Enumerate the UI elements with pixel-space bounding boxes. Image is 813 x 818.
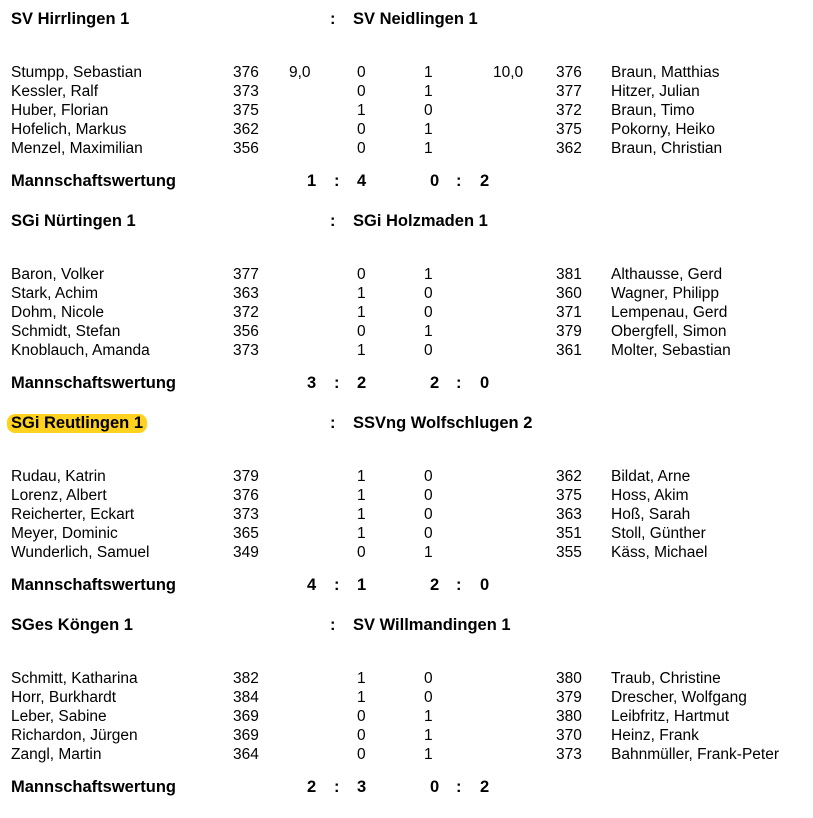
away-player: Braun, Timo	[611, 102, 695, 119]
home-score: 365	[233, 525, 259, 542]
away-player: Bahnmüller, Frank-Peter	[611, 746, 779, 763]
home-score: 369	[233, 727, 259, 744]
home-point: 0	[357, 121, 366, 138]
home-player: Kessler, Ralf	[11, 83, 99, 100]
away-point: 1	[424, 746, 433, 763]
home-score: 376	[233, 64, 259, 81]
away-point: 0	[424, 102, 433, 119]
away-team-name: SV Neidlingen 1	[353, 10, 478, 28]
home-player: Rudau, Katrin	[11, 468, 106, 485]
away-player: Bildat, Arne	[611, 468, 691, 485]
away-point: 0	[424, 487, 433, 504]
team-score-b: 2	[357, 374, 367, 392]
home-player: Stark, Achim	[11, 285, 98, 302]
home-point: 1	[357, 689, 366, 706]
home-score: 372	[233, 304, 259, 321]
away-score: 360	[556, 285, 582, 302]
home-point: 0	[357, 140, 366, 157]
away-player: Obergfell, Simon	[611, 323, 727, 340]
home-point: 1	[357, 304, 366, 321]
team-score-colon2: :	[456, 576, 462, 594]
away-point: 1	[424, 544, 433, 561]
team-score-label: Mannschaftswertung	[11, 778, 177, 796]
away-point: 0	[424, 468, 433, 485]
home-player: Reicherter, Eckart	[11, 506, 135, 523]
away-point: 0	[424, 506, 433, 523]
away-player: Lempenau, Gerd	[611, 304, 728, 321]
home-player: Schmitt, Katharina	[11, 670, 138, 687]
home-score: 373	[233, 83, 259, 100]
away-point: 0	[424, 304, 433, 321]
team-score-colon2: :	[456, 374, 462, 392]
home-point: 0	[357, 727, 366, 744]
team-score-d: 0	[480, 374, 490, 392]
home-score: 379	[233, 468, 259, 485]
header-separator: :	[330, 414, 336, 432]
away-point: 1	[424, 140, 433, 157]
away-player: Althausse, Gerd	[611, 266, 723, 283]
away-team-name: SV Willmandingen 1	[353, 616, 511, 634]
team-score-b: 4	[357, 172, 367, 190]
away-point: 0	[424, 342, 433, 359]
team-score-a: 2	[307, 778, 317, 796]
away-score: 375	[556, 487, 582, 504]
team-score-b: 1	[357, 576, 367, 594]
header-separator: :	[330, 616, 336, 634]
team-score-c: 2	[430, 374, 440, 392]
away-score: 361	[556, 342, 582, 359]
away-score: 380	[556, 670, 582, 687]
away-point: 1	[424, 323, 433, 340]
home-team-name: SGes Köngen 1	[11, 616, 133, 634]
away-point: 1	[424, 64, 433, 81]
home-extra: 9,0	[289, 64, 311, 81]
team-score-colon1: :	[334, 576, 340, 594]
away-score: 377	[556, 83, 582, 100]
away-score: 381	[556, 266, 582, 283]
team-score-colon1: :	[334, 172, 340, 190]
team-score-colon2: :	[456, 778, 462, 796]
away-score: 373	[556, 746, 582, 763]
team-score-d: 0	[480, 576, 490, 594]
home-score: 377	[233, 266, 259, 283]
away-score: 380	[556, 708, 582, 725]
home-score: 363	[233, 285, 259, 302]
team-score-label: Mannschaftswertung	[11, 374, 177, 392]
home-point: 1	[357, 102, 366, 119]
away-extra: 10,0	[493, 64, 524, 81]
home-score: 375	[233, 102, 259, 119]
away-team-name: SGi Holzmaden 1	[353, 212, 488, 230]
header-separator: :	[330, 212, 336, 230]
team-score-d: 2	[480, 778, 490, 796]
away-point: 1	[424, 727, 433, 744]
home-player: Baron, Volker	[11, 266, 105, 283]
away-point: 1	[424, 266, 433, 283]
home-player: Wunderlich, Samuel	[11, 544, 150, 561]
away-player: Hoss, Akim	[611, 487, 689, 504]
away-score: 376	[556, 64, 582, 81]
home-team-name: SGi Nürtingen 1	[11, 212, 136, 230]
home-player: Horr, Burkhardt	[11, 689, 117, 706]
away-score: 355	[556, 544, 582, 561]
away-team-name: SSVng Wolfschlugen 2	[353, 414, 533, 432]
home-point: 0	[357, 266, 366, 283]
away-player: Käss, Michael	[611, 544, 708, 561]
home-team-name-highlighted: SGi Reutlingen 1	[7, 414, 147, 433]
away-score: 363	[556, 506, 582, 523]
home-score: 373	[233, 506, 259, 523]
home-team-name: SV Hirrlingen 1	[11, 10, 130, 28]
team-score-c: 0	[430, 778, 440, 796]
home-player: Zangl, Martin	[11, 746, 102, 763]
team-score-a: 4	[307, 576, 317, 594]
away-point: 1	[424, 121, 433, 138]
home-point: 0	[357, 708, 366, 725]
away-score: 370	[556, 727, 582, 744]
home-player: Leber, Sabine	[11, 708, 107, 725]
team-score-colon2: :	[456, 172, 462, 190]
home-player: Meyer, Dominic	[11, 525, 118, 542]
team-score-b: 3	[357, 778, 367, 796]
home-point: 1	[357, 670, 366, 687]
team-score-colon1: :	[334, 778, 340, 796]
away-point: 0	[424, 525, 433, 542]
away-point: 1	[424, 83, 433, 100]
home-player: Lorenz, Albert	[11, 487, 107, 504]
home-point: 1	[357, 342, 366, 359]
home-score: 376	[233, 487, 259, 504]
home-point: 1	[357, 285, 366, 302]
home-player: Menzel, Maximilian	[11, 140, 143, 157]
away-player: Leibfritz, Hartmut	[611, 708, 730, 725]
home-score: 384	[233, 689, 259, 706]
away-player: Braun, Christian	[611, 140, 723, 157]
away-player: Braun, Matthias	[611, 64, 720, 81]
team-score-a: 3	[307, 374, 317, 392]
away-score: 362	[556, 468, 582, 485]
away-player: Drescher, Wolfgang	[611, 689, 747, 706]
away-player: Stoll, Günther	[611, 525, 706, 542]
home-score: 349	[233, 544, 259, 561]
away-player: Wagner, Philipp	[611, 285, 719, 302]
home-point: 0	[357, 64, 366, 81]
home-point: 0	[357, 323, 366, 340]
team-score-a: 1	[307, 172, 317, 190]
home-player: Hofelich, Markus	[11, 121, 127, 138]
team-score-label: Mannschaftswertung	[11, 172, 177, 190]
home-point: 1	[357, 487, 366, 504]
home-point: 1	[357, 525, 366, 542]
home-point: 1	[357, 506, 366, 523]
away-player: Molter, Sebastian	[611, 342, 731, 359]
away-player: Traub, Christine	[611, 670, 721, 687]
away-point: 0	[424, 670, 433, 687]
home-point: 1	[357, 468, 366, 485]
home-player: Schmidt, Stefan	[11, 323, 121, 340]
home-score: 382	[233, 670, 259, 687]
away-score: 362	[556, 140, 582, 157]
away-score: 371	[556, 304, 582, 321]
home-score: 369	[233, 708, 259, 725]
home-point: 0	[357, 83, 366, 100]
away-player: Hitzer, Julian	[611, 83, 700, 100]
home-player: Richardon, Jürgen	[11, 727, 138, 744]
team-score-c: 0	[430, 172, 440, 190]
away-player: Pokorny, Heiko	[611, 121, 715, 138]
home-score: 356	[233, 323, 259, 340]
team-score-colon1: :	[334, 374, 340, 392]
home-score: 356	[233, 140, 259, 157]
team-score-c: 2	[430, 576, 440, 594]
header-separator: :	[330, 10, 336, 28]
away-point: 1	[424, 708, 433, 725]
away-score: 379	[556, 689, 582, 706]
away-player: Hoß, Sarah	[611, 506, 691, 523]
away-score: 372	[556, 102, 582, 119]
home-score: 373	[233, 342, 259, 359]
home-player: Dohm, Nicole	[11, 304, 105, 321]
away-score: 379	[556, 323, 582, 340]
home-point: 0	[357, 544, 366, 561]
home-score: 362	[233, 121, 259, 138]
home-player: Stumpp, Sebastian	[11, 64, 142, 81]
away-player: Heinz, Frank	[611, 727, 699, 744]
home-point: 0	[357, 746, 366, 763]
team-score-d: 2	[480, 172, 490, 190]
away-score: 375	[556, 121, 582, 138]
away-point: 0	[424, 285, 433, 302]
home-player: Knoblauch, Amanda	[11, 342, 150, 359]
away-point: 0	[424, 689, 433, 706]
away-score: 351	[556, 525, 582, 542]
team-score-label: Mannschaftswertung	[11, 576, 177, 594]
home-player: Huber, Florian	[11, 102, 109, 119]
home-score: 364	[233, 746, 259, 763]
